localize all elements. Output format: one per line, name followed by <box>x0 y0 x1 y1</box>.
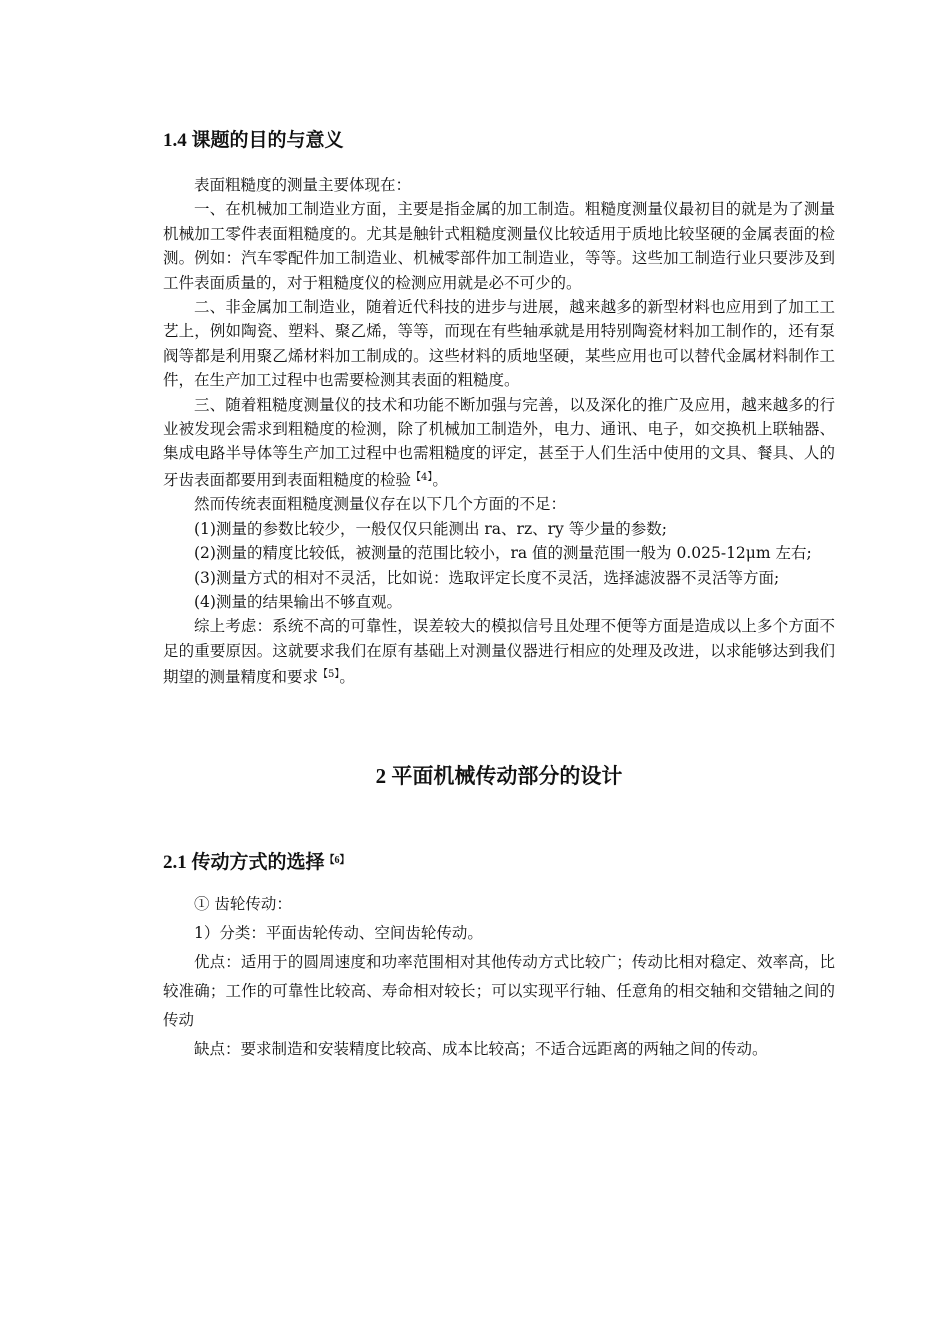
paragraph: 然而传统表面粗糙度测量仪存在以下几个方面的不足： <box>194 495 567 514</box>
paragraph: 二、非金属加工制造业，随着近代科技的进步与进展，越来越多的新型材料也应用到了加工工艺上，例如陶瓷、塑料、聚乙烯，等等，而现在有些轴承就是用特别陶瓷材料加工制作的，还有泵阀等都是利用聚乙烯材料加工制成的。这些材料的质地坚硬，某些应用也可以替代金属材料制作工件，在生产加工过程中也需要检测其表面的粗糙度。 <box>163 298 835 390</box>
page-content <box>163 128 835 1064</box>
list-item: (1)测量的参数比较少，一般仅仅只能测出 ra、rz、ry 等少量的参数; <box>194 519 667 538</box>
paragraph: 一、在机械加工制造业方面，主要是指金属的加工制造。粗糙度测量仪最初目的就是为了测量机械加工零件表面粗糙度的。尤其是触针式粗糙度测量仪比较适用于质地比较坚硬的金属表面的检测。例如：汽车零配件加工制造业、机械零部件加工制造业，等等。这些加工制造行业只要涉及到工件表面质量的，对于粗糙度仪的检测应用就是必不可少的。 <box>163 200 835 292</box>
list-item: (4)测量的结果输出不够直观。 <box>194 592 402 611</box>
paragraph: 优点：适用于的圆周速度和功率范围相对其他传动方式比较广；传动比相对稳定、效率高，比较准确；工作的可靠性比较高、寿命相对较长；可以实现平行轴、任意角的相交轴和交错轴之间的传动 <box>163 952 835 1029</box>
paragraph-end: 。 <box>432 470 448 489</box>
paragraph-end: 。 <box>339 668 355 687</box>
section-1-4-heading: 1.4 课题的目的与意义 <box>163 130 344 151</box>
paragraph: ① 齿轮传动： <box>194 894 292 913</box>
chapter-2-title: 2 平面机械传动部分的设计 <box>375 763 623 788</box>
section-2-1-heading-text: 2.1 传动方式的选择 <box>163 851 325 873</box>
list-item: (2)测量的精度比较低，被测量的范围比较小，ra 值的测量范围一般为 0.025-12μm 左右; <box>194 544 812 563</box>
paragraph: 表面粗糙度的测量主要体现在： <box>194 176 412 194</box>
citation-ref: 【5】 <box>318 669 340 681</box>
paragraph-text: 综上考虑：系统不高的可靠性，误差较大的模拟信号且处理不便等方面是造成以上多个方面不足的重要原因。这就要求我们在原有基础上对测量仪器进行相应的处理及改进，以求能够达到我们期望的测量精度和要求 <box>163 617 835 687</box>
paragraph <box>163 393 835 493</box>
paragraph: 1）分类：平面齿轮传动、空间齿轮传动。 <box>194 923 483 942</box>
list-item: (3)测量方式的相对不灵活，比如说：选取评定长度不灵活，选择滤波器不灵活等方面; <box>194 568 780 587</box>
section-2-1-heading <box>163 848 835 876</box>
citation-ref: 【4】 <box>411 471 433 483</box>
paragraph-text: 三、随着粗糙度测量仪的技术和功能不断加强与完善，以及深化的推广及应用，越来越多的行业被发现会需求到粗糙度的检测，除了机械加工制造外，电力、通讯、电子，如交换机上联轴器、集成电路半导体等生产加工过程中也需粗糙度的评定，甚至于人们生活中使用的文具、餐具、人的牙齿表面都要用到表面粗糙度的检验 <box>163 395 835 489</box>
citation-ref: 【6】 <box>324 854 350 866</box>
paragraph: 缺点：要求制造和安装精度比较高、成本比较高；不适合远距离的两轴之间的传动。 <box>194 1039 768 1058</box>
paragraph <box>163 614 835 689</box>
